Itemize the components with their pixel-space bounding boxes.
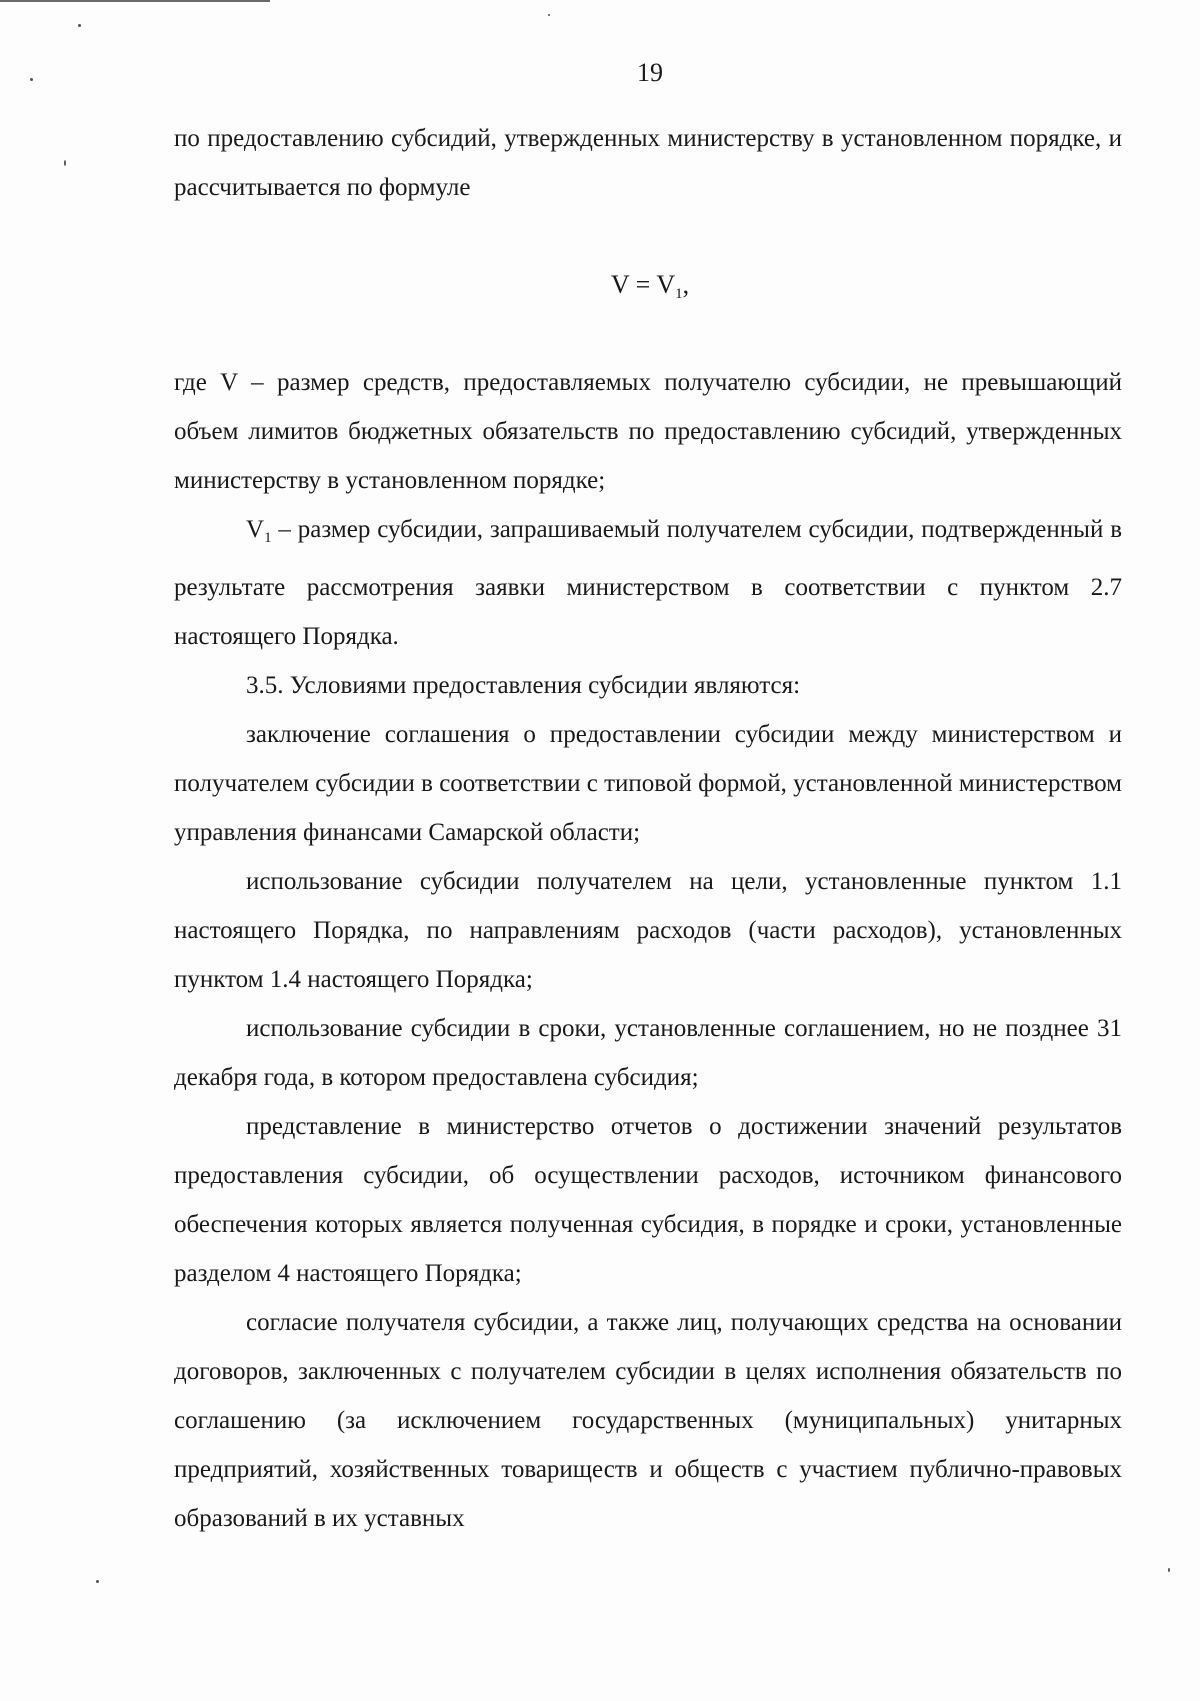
definition-v: где V – размер средств, предоставляемых получателю субсидии, не превышающий объем лимитов бюджетных обязательств по предоставлению субсидий, утвержденных министерству в установленном порядке; <box>174 369 1122 494</box>
scan-speck <box>64 160 66 166</box>
formula-tail: , <box>682 270 690 299</box>
definition-v1-text: – размер субсидии, запрашиваемый получателем субсидии, подтвержденный в результате рассмотрения заявки министерством в соответствии с пунктом 2.7 настоящего Порядка. <box>174 516 1122 650</box>
formula-lhs: V = V <box>610 270 676 299</box>
intro-paragraph: по предоставлению субсидий, утвержденных министерству в установленном порядке, и рассчитывается по формуле <box>174 125 1122 201</box>
definition-v1-symbol: V <box>246 516 265 543</box>
intro-block <box>174 114 1122 212</box>
scan-speck <box>30 78 33 81</box>
definition-v1 <box>174 505 1122 661</box>
section-3-5-heading: 3.5. Условиями предоставления субсидии являются: <box>246 672 801 699</box>
scan-speck <box>548 14 550 16</box>
condition-item-5: согласие получателя субсидии, а также лиц, получающих средства на основании договоров, заключенных с получателем субсидии в целях исполнения обязательств по соглашению (за исключением государственных (муниципальных) унитарных предприятий, хозяйственных товариществ и обществ с участием публично-правовых образований в их уставных <box>174 1309 1122 1532</box>
formula-subscript: 1 <box>675 286 683 302</box>
page-number: 19 <box>637 58 663 87</box>
condition-item-2: использование субсидии получателем на цели, установленные пунктом 1.1 настоящего Порядка, по направлениям расходов (части расходов), установленных пунктом 1.4 настоящего Порядка; <box>174 868 1122 993</box>
scan-speck <box>1168 1568 1170 1572</box>
condition-item-3: использование субсидии в сроки, установленные соглашением, но не позднее 31 декабря года, в котором предоставлена субсидия; <box>174 1015 1122 1091</box>
condition-item-1: заключение соглашения о предоставлении субсидии между министерством и получателем субсидии в соответствии с типовой формой, установленной министерством управления финансами Самарской области; <box>174 721 1122 846</box>
scan-speck <box>96 1580 99 1583</box>
definition-v1-subscript: 1 <box>264 530 272 546</box>
scan-speck <box>78 24 81 27</box>
scan-top-edge <box>0 0 270 2</box>
definitions-block <box>174 358 1122 1543</box>
condition-item-4: представление в министерство отчетов о достижении значений результатов предоставления субсидии, об осуществлении расходов, источником финансового обеспечения которых является полученная субсидия, в порядке и сроки, установленные разделом 4 настоящего Порядка; <box>174 1113 1122 1287</box>
formula <box>0 270 1200 303</box>
